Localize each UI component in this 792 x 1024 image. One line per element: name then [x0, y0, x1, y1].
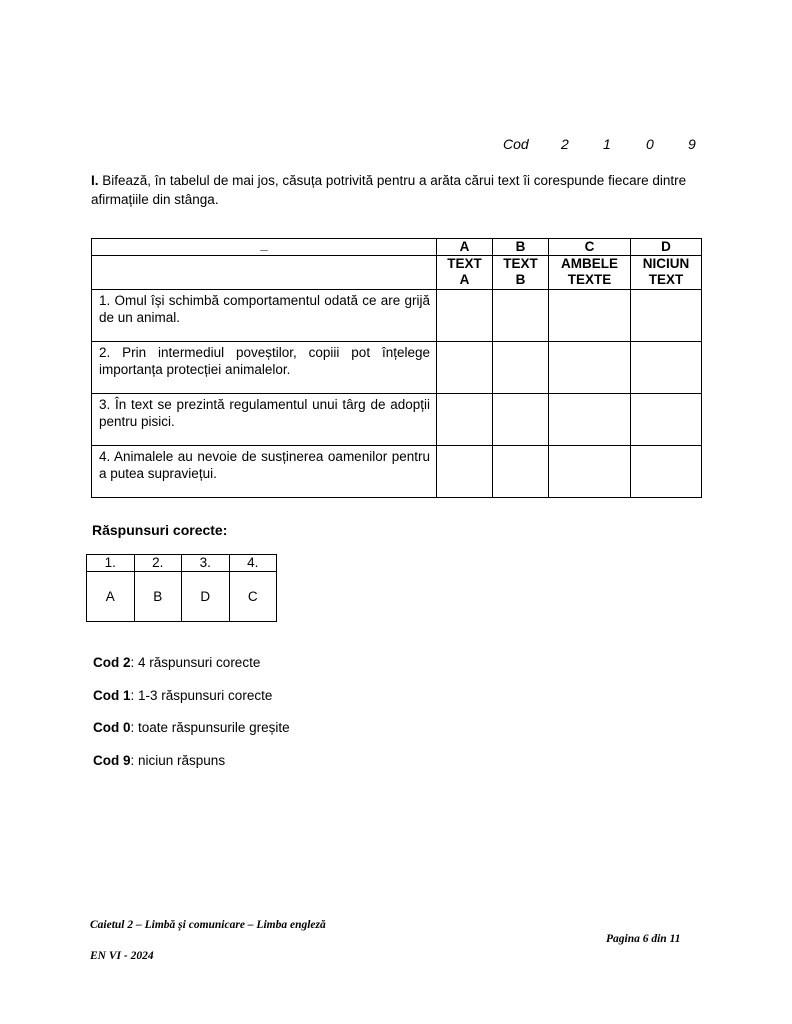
scoring-text: : 4 răspunsuri corecte: [130, 655, 261, 670]
empty-header-cell: [92, 256, 437, 290]
answer-value: D: [182, 572, 230, 622]
scoring-code: Cod 2: [93, 655, 131, 670]
scoring-text: : niciun răspuns: [130, 753, 226, 768]
checkbox-cell[interactable]: [549, 290, 631, 342]
checkbox-cell[interactable]: [493, 394, 549, 446]
checkbox-cell[interactable]: [493, 290, 549, 342]
checkbox-cell[interactable]: [549, 446, 631, 498]
answer-number: 3.: [182, 555, 230, 572]
scoring-text: : toate răspunsurile greșite: [130, 720, 290, 735]
column-letter: B: [493, 239, 549, 256]
instruction-text: Bifează, în tabelul de mai jos, căsuța potrivită pentru a arăta cărui text îi corespunde fiecare dintre afirmațiile din stânga.: [91, 173, 687, 207]
code-value: 0: [646, 136, 654, 152]
checkbox-cell[interactable]: [437, 342, 493, 394]
corner-cell: [92, 239, 437, 256]
table-row: [92, 446, 702, 498]
column-label: NICIUN TEXT: [631, 256, 702, 290]
table-row: [92, 394, 702, 446]
checkbox-cell[interactable]: [437, 290, 493, 342]
statement-text: 2. Prin intermediul poveștilor, copiii pot înțelege importanța protecției animalelor.: [92, 342, 437, 394]
code-header: [503, 136, 703, 154]
scoring-line: [93, 753, 225, 768]
checkbox-cell[interactable]: [437, 446, 493, 498]
checkbox-cell[interactable]: [631, 394, 702, 446]
checkbox-cell[interactable]: [437, 394, 493, 446]
column-letter: D: [631, 239, 702, 256]
answer-number: 1.: [87, 555, 135, 572]
answer-values-row: [87, 572, 277, 622]
checkbox-cell[interactable]: [493, 342, 549, 394]
column-label: TEXT A: [437, 256, 493, 290]
scoring-line: [93, 688, 272, 703]
instruction: [91, 171, 703, 209]
scoring-line: [93, 720, 290, 735]
code-header-label: Cod: [503, 136, 529, 152]
answer-numbers-row: [87, 555, 277, 572]
instruction-number: I.: [91, 173, 99, 188]
checkbox-cell[interactable]: [493, 446, 549, 498]
scoring-code: Cod 9: [93, 753, 131, 768]
checkbox-cell[interactable]: [631, 342, 702, 394]
code-value: 9: [688, 136, 696, 152]
column-label: TEXT B: [493, 256, 549, 290]
scoring-text: : 1-3 răspunsuri corecte: [130, 688, 273, 703]
answers-table: [86, 554, 277, 622]
footer-exam: EN VI - 2024: [90, 950, 154, 962]
checkbox-cell[interactable]: [549, 394, 631, 446]
scoring-code: Cod 1: [93, 688, 131, 703]
table-row: [92, 342, 702, 394]
code-value: 1: [603, 136, 611, 152]
checkbox-cell[interactable]: [549, 342, 631, 394]
table-header-letters: [92, 239, 702, 256]
footer-page-number: Pagina 6 din 11: [606, 933, 681, 945]
answer-number: 4.: [229, 555, 277, 572]
table-header-labels: [92, 256, 702, 290]
corner-mark: _: [260, 237, 268, 252]
statement-text: 4. Animalele au nevoie de susținerea oamenilor pentru a putea supraviețui.: [92, 446, 437, 498]
column-label: AMBELE TEXTE: [549, 256, 631, 290]
column-letter: C: [549, 239, 631, 256]
scoring-code: Cod 0: [93, 720, 131, 735]
answer-value: B: [134, 572, 182, 622]
answer-value: C: [229, 572, 277, 622]
code-value: 2: [561, 136, 569, 152]
table-row: [92, 290, 702, 342]
answer-value: A: [87, 572, 135, 622]
statements-table: [91, 238, 702, 498]
checkbox-cell[interactable]: [631, 446, 702, 498]
answer-number: 2.: [134, 555, 182, 572]
answers-heading: Răspunsuri corecte:: [92, 522, 228, 538]
statement-text: 3. În text se prezintă regulamentul unui târg de adopții pentru pisici.: [92, 394, 437, 446]
statement-text: 1. Omul își schimbă comportamentul odată ce are grijă de un animal.: [92, 290, 437, 342]
footer-notebook: Caietul 2 – Limbă și comunicare – Limba engleză: [90, 919, 326, 931]
scoring-line: [93, 655, 260, 670]
column-letter: A: [437, 239, 493, 256]
checkbox-cell[interactable]: [631, 290, 702, 342]
